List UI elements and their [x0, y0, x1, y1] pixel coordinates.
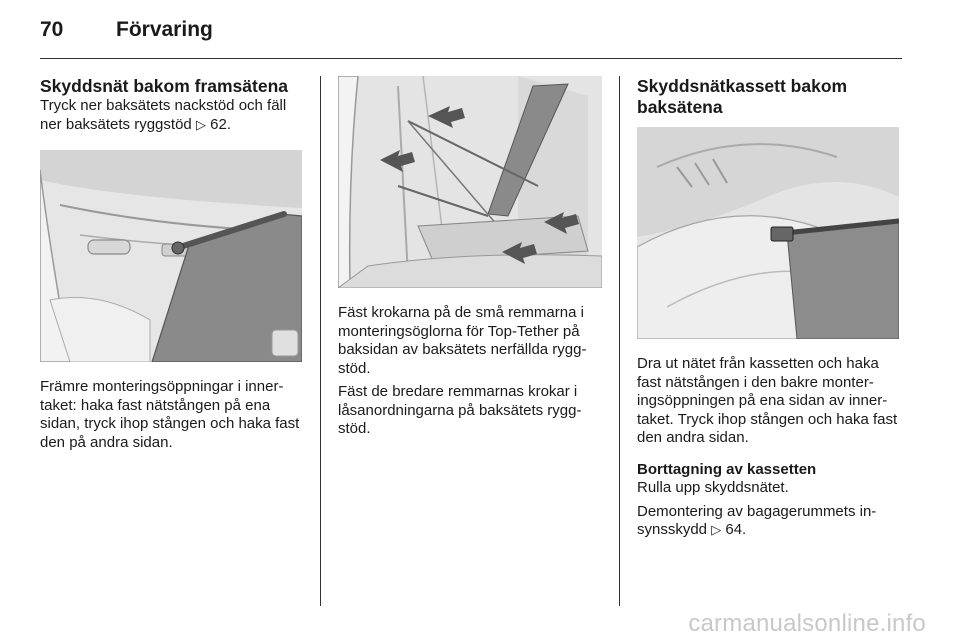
intro-text: Tryck ner baksätets nackstöd och fäll ner baksätets ryggstöd	[40, 97, 287, 133]
column-1	[40, 76, 302, 452]
remove-cover-page-ref[interactable]: 64.	[725, 521, 747, 538]
remove-cover-text: Demontering av bagagerummets in-synsskydd	[637, 502, 877, 538]
column-divider-2	[619, 76, 620, 606]
page-header	[40, 18, 213, 42]
paragraph-pull-out-net: Dra ut nätet från kassetten och haka fast nätstången i den bakre monter-ingsöppningen på ena sidan av inner-taket. Tryck ihop stången och haka fast den andra sidan.	[637, 355, 898, 446]
column-3	[637, 76, 901, 540]
intro-paragraph	[40, 97, 302, 134]
paragraph-remove-cover	[637, 503, 901, 540]
illustration-net-cassette	[637, 127, 899, 339]
paragraph-wide-straps: Fäst de bredare remmarnas krokar i låsanordningarna på baksätets rygg-stöd.	[338, 383, 582, 437]
section-heading-net-cassette: Skyddsnätkassett bakom baksätena	[637, 76, 848, 117]
arrow-right-icon: ▷	[195, 116, 206, 132]
column-divider-1	[320, 76, 321, 606]
column-2	[338, 76, 602, 439]
illustration-front-mounting	[40, 150, 302, 362]
subheading-remove-cassette: Borttagning av kassetten	[637, 460, 817, 478]
header-rule	[40, 58, 902, 59]
paragraph-roll-up: Rulla upp skyddsnätet.	[637, 479, 789, 496]
page-number: 70	[40, 18, 64, 41]
intro-page-ref[interactable]: 62.	[210, 115, 231, 133]
paragraph-top-tether: Fäst krokarna på de små remmarna i monteringsöglorna för Top-Tether på baksidan av baksätets nerfällda rygg-stöd.	[338, 304, 587, 377]
illustration-tether-hooks	[338, 76, 602, 288]
section-heading-front-net: Skyddsnät bakom framsätena	[40, 76, 289, 96]
chapter-title: Förvaring	[116, 18, 213, 41]
arrow-right-icon: ▷	[711, 522, 722, 537]
caption-front-mounting: Främre monteringsöppningar i inner-taket: haka fast nätstången på ena sidan, tryck ihop stången och haka fast den på andra sidan.	[40, 378, 300, 451]
watermark: carmanualsonline.info	[688, 610, 926, 637]
